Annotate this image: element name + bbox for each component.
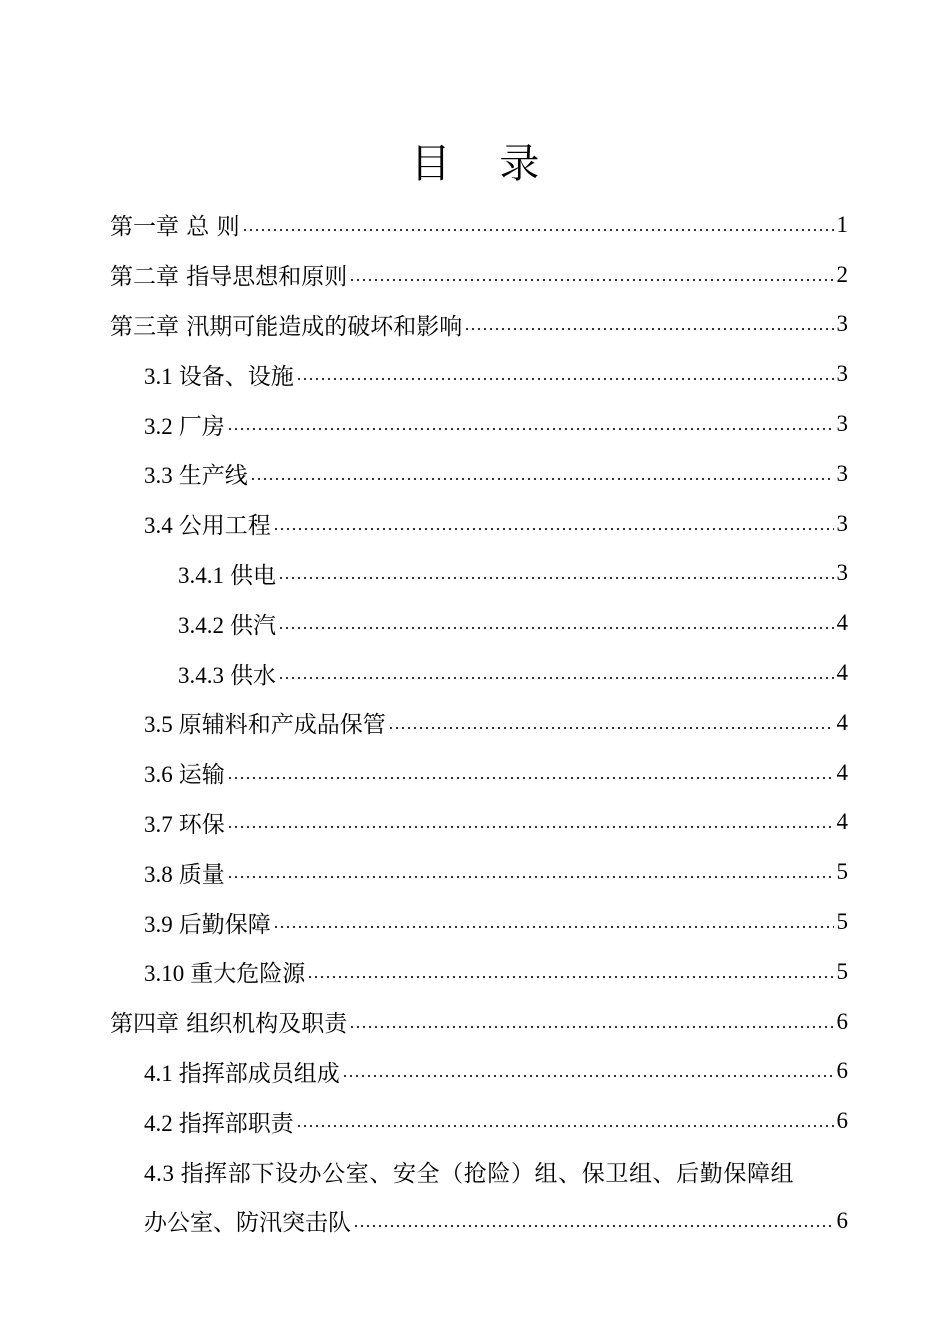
toc-page-number: 6 (836, 1008, 848, 1034)
toc-entry[interactable] (0, 1047, 950, 1097)
dot-leader (296, 1125, 834, 1127)
toc-entry-label: 3.9 后勤保障 (144, 911, 271, 938)
dot-leader (342, 1075, 834, 1077)
toc-title: 目 录 (410, 141, 558, 187)
toc-entry[interactable] (0, 947, 950, 997)
section-number: 3.1 (144, 363, 173, 389)
section-number: 3.3 (144, 463, 173, 489)
toc-entry-label: 3.10 重大危险源 (144, 961, 306, 988)
dot-leader (273, 528, 834, 530)
toc-page-number: 3 (836, 510, 848, 536)
toc-page-number: 6 (836, 1108, 848, 1134)
section-number: 3.4.1 (178, 562, 224, 588)
section-number: 4.3 (144, 1160, 175, 1186)
dot-leader (278, 677, 834, 679)
section-number: 3.6 (144, 762, 173, 788)
toc-entry-label: 第四章 组织机构及职责 (110, 1011, 348, 1038)
section-number: 3.4.2 (178, 612, 224, 638)
toc-entry[interactable] (0, 997, 950, 1047)
toc-entry-label: 3.1 设备、设施 (144, 363, 294, 390)
section-number: 4.1 (144, 1060, 173, 1086)
toc-page-number: 6 (836, 1058, 848, 1084)
dot-leader (242, 229, 834, 231)
toc-entry-label: 办公室、防汛突击队 (144, 1210, 351, 1237)
toc-entry[interactable] (0, 798, 950, 848)
toc-entry-label: 4.1 指挥部成员组成 (144, 1060, 340, 1087)
section-number: 3.9 (144, 911, 173, 937)
toc-entry-label: 3.2 厂房 (144, 413, 225, 440)
toc-entry-label: 3.5 原辅料和产成品保管 (144, 712, 386, 739)
section-number: 3.4.3 (178, 662, 224, 688)
dot-leader (349, 1026, 834, 1028)
dot-leader (278, 627, 834, 629)
section-number: 3.7 (144, 811, 173, 837)
toc-page-number: 6 (836, 1207, 848, 1233)
toc-entry-label: 4.2 指挥部职责 (144, 1110, 294, 1137)
section-number: 4.2 (144, 1110, 173, 1136)
toc-entry-label: 3.6 运输 (144, 762, 225, 789)
toc-entry[interactable] (0, 748, 950, 798)
toc-page-number: 3 (836, 460, 848, 486)
toc-entry[interactable] (0, 1146, 950, 1196)
toc-entry-label: 3.7 环保 (144, 811, 225, 838)
toc-page-number: 5 (836, 958, 848, 984)
dot-leader (296, 378, 834, 380)
toc-entry[interactable] (0, 300, 950, 350)
toc-page-number: 3 (836, 311, 848, 337)
dot-leader (273, 926, 834, 928)
toc-entry-label: 第二章 指导思想和原则 (110, 264, 348, 291)
dot-leader (227, 876, 834, 878)
toc-page-number: 4 (836, 759, 848, 785)
toc-entry-label: 3.4.2 供汽 (178, 612, 276, 639)
dot-leader (353, 1225, 834, 1227)
toc-entry[interactable] (0, 847, 950, 897)
section-number: 3.8 (144, 861, 173, 887)
toc-entry[interactable] (0, 598, 950, 648)
toc-entry[interactable] (0, 200, 950, 250)
section-number: 3.4 (144, 513, 173, 539)
dot-leader (250, 478, 834, 480)
toc-page-number: 4 (836, 660, 848, 686)
toc-entry[interactable] (0, 549, 950, 599)
toc-entry[interactable] (0, 648, 950, 698)
dot-leader (227, 777, 834, 779)
toc-entry[interactable] (0, 1096, 950, 1146)
toc-entry-label: 3.4.3 供水 (178, 662, 276, 689)
toc-page-number: 3 (836, 560, 848, 586)
toc-entry-label: 4.3 指挥部下设办公室、安全（抢险）组、保卫组、后勤保障组 (144, 1160, 795, 1187)
toc-entry[interactable] (0, 449, 950, 499)
toc-entry[interactable] (0, 250, 950, 300)
toc-page-number: 5 (836, 909, 848, 935)
toc-entry-label: 3.3 生产线 (144, 463, 248, 490)
dot-leader (227, 826, 834, 828)
dot-leader (464, 328, 834, 330)
toc-entry-label: 3.8 质量 (144, 861, 225, 888)
toc-entry-label: 第一章 总 则 (110, 214, 240, 241)
toc-entry-label: 第三章 汛期可能造成的破坏和影响 (110, 313, 463, 340)
section-number: 3.5 (144, 712, 173, 738)
toc-page-number: 3 (836, 411, 848, 437)
dot-leader (349, 279, 834, 281)
toc-entry[interactable] (0, 499, 950, 549)
toc-entry-label: 3.4 公用工程 (144, 513, 271, 540)
toc-entry-label: 3.4.1 供电 (178, 562, 276, 589)
toc-page-number: 1 (836, 211, 848, 237)
table-of-contents (0, 200, 950, 1246)
toc-page-number: 4 (836, 709, 848, 735)
toc-entry[interactable] (0, 349, 950, 399)
dot-leader (307, 976, 834, 978)
section-number: 3.10 (144, 961, 185, 987)
toc-page-number: 4 (836, 809, 848, 835)
toc-page-number: 3 (836, 361, 848, 387)
toc-page-number: 5 (836, 859, 848, 885)
dot-leader (278, 577, 834, 579)
toc-page-number: 2 (836, 261, 848, 287)
dot-leader (388, 727, 834, 729)
dot-leader (227, 428, 834, 430)
toc-entry-continuation[interactable] (0, 1196, 950, 1246)
toc-page-number: 4 (836, 610, 848, 636)
toc-entry[interactable] (0, 897, 950, 947)
toc-entry[interactable] (0, 399, 950, 449)
toc-entry[interactable] (0, 698, 950, 748)
section-number: 3.2 (144, 413, 173, 439)
